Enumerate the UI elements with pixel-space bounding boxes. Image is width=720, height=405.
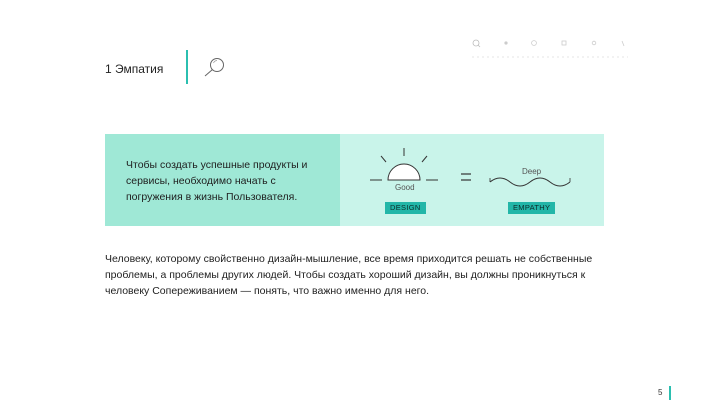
step-dot — [562, 41, 566, 45]
page-number-bar — [669, 386, 671, 400]
step-dot — [532, 41, 537, 46]
step-indicator — [470, 38, 630, 60]
card-text: Чтобы создать успешные продукты и сервисы, необходимо начать с погружения в жизнь Пользователя. — [126, 159, 308, 203]
equals-icon — [461, 174, 471, 180]
magnifier-icon — [201, 55, 227, 79]
good-label: Good — [395, 183, 415, 192]
body-paragraph: Человеку, которому свойственно дизайн-мышление, все время приходится решать не собственные проблемы, а проблемы других людей. Чтобы создать хороший дизайн, вы должны проникнуться к человеку Сопереживанием — понять, что важно именно для него. — [105, 253, 593, 297]
step-dot — [504, 41, 507, 44]
design-tag: DESIGN — [385, 202, 426, 214]
waves-icon — [490, 178, 570, 186]
design-empathy-illustration — [340, 134, 604, 226]
title-divider — [186, 50, 188, 84]
step-dot — [592, 41, 596, 45]
section-title: 1 Эмпатия — [105, 62, 164, 76]
empathy-tag: EMPATHY — [508, 202, 555, 214]
page-number: 5 — [658, 388, 663, 397]
deep-label: Deep — [522, 167, 542, 176]
sunrise-icon — [370, 148, 438, 180]
step-dot — [622, 41, 624, 46]
